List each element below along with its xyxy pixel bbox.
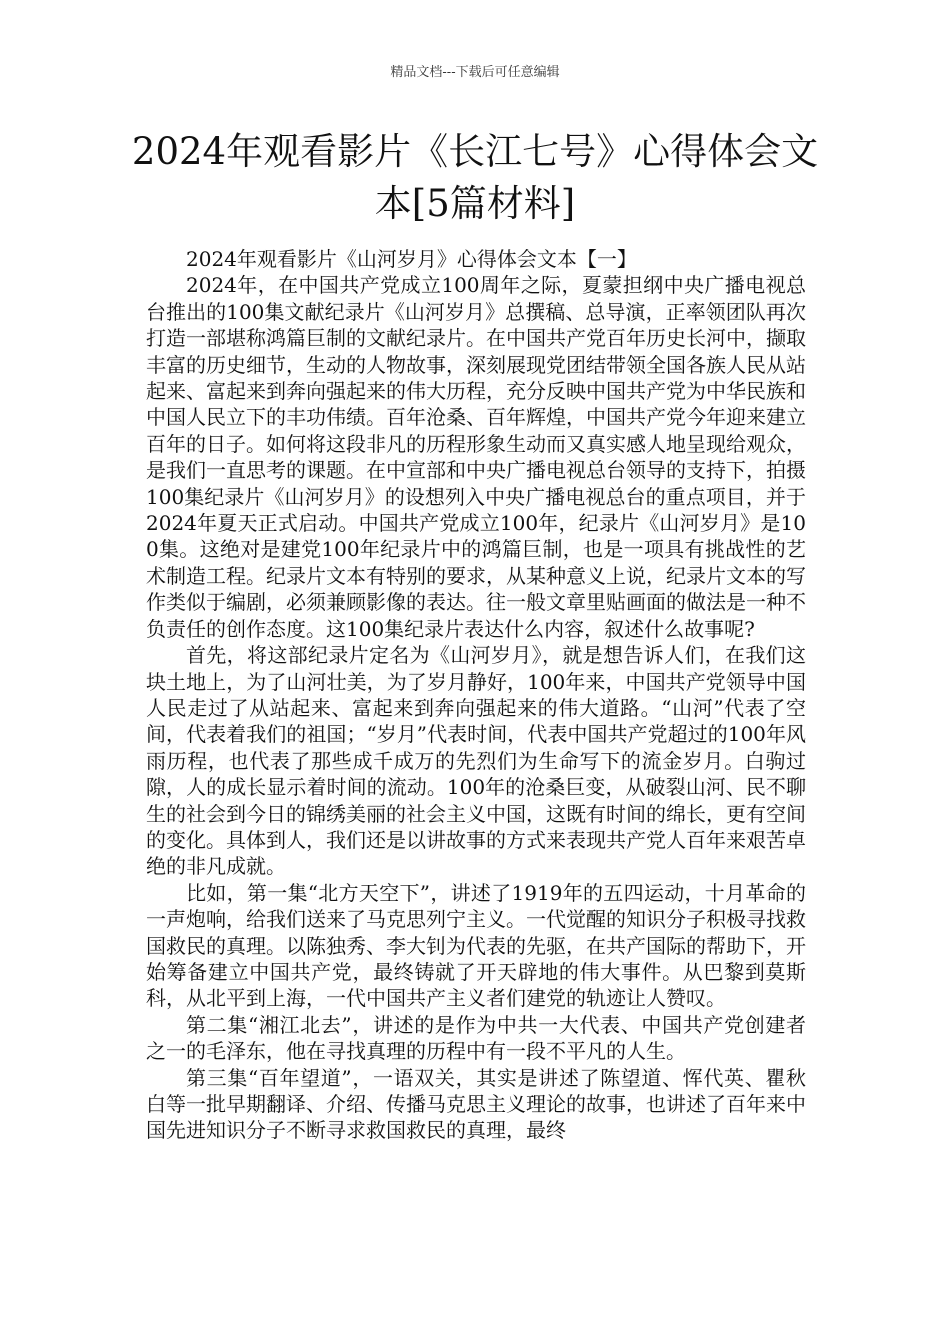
section-heading: 2024年观看影片《山河岁月》心得体会文本【一】	[186, 247, 637, 271]
body-paragraph: 2024年，在中国共产党成立100周年之际，夏蒙担纲中央广播电视总台推出的100集文献纪录片《山河岁月》总撰稿、总导演，正率领团队再次打造一部堪称鸿篇巨制的文献纪录片。在中国共产党百年历史长河中，撷取丰富的历史细节，生动的人物故事，深刻展现党团结带领全国各族人民从站起来、富起来到奔向强起来的伟大历程，充分反映中国共产党为中华民族和中国人民立下的丰功伟绩。百年沧桑、百年辉煌，中国共产党今年迎来建立百年的日子。如何将这段非凡的历程形象生动而又真实感人地呈现给观众，是我们一直思考的课题。在中宣部和中央广播电视总台领导的支持下，拍摄100集纪录片《山河岁月》的设想列入中央广播电视总台的重点项目，并于2024年夏天正式启动。中国共产党成立100年，纪录片《山河岁月》是100集。这绝对是建党100年纪录片中的鸿篇巨制，也是一项具有挑战性的艺术制造工程。纪录片文本有特别的要求，从某种意义上说，纪录片文本的写作类似于编剧，必须兼顾影像的表达。往一般文章里贴画面的做法是一种不负责任的创作态度。这100集纪录片表达什么内容，叙述什么故事呢?	[146, 273, 806, 641]
document-body	[146, 246, 806, 1144]
body-paragraph: 比如，第一集“北方天空下”，讲述了1919年的五四运动，十月革命的一声炮响，给我们送来了马克思列宁主义。一代觉醒的知识分子积极寻找救国救民的真理。以陈独秀、李大钊为代表的先驱，在共产国际的帮助下，开始筹备建立中国共产党，最终铸就了开天辟地的伟大事件。从巴黎到莫斯科，从北平到上海，一代中国共产主义者们建党的轨迹让人赞叹。	[146, 880, 806, 1011]
page-header-note: 精品文档---下载后可任意编辑	[390, 65, 560, 80]
body-paragraph: 第三集“百年望道”，一语双关，其实是讲述了陈望道、恽代英、瞿秋白等一批早期翻译、介绍、传播马克思主义理论的故事，也讲述了百年来中国先进知识分子不断寻求救国救民的真理，最终	[146, 1065, 806, 1143]
body-paragraph: 第二集“湘江北去”，讲述的是作为中共一大代表、中国共产党创建者之一的毛泽东，他在寻找真理的历程中有一段不平凡的人生。	[146, 1012, 806, 1064]
body-paragraph: 首先，将这部纪录片定名为《山河岁月》，就是想告诉人们，在我们这块土地上，为了山河壮美，为了岁月静好，100年来，中国共产党领导中国人民走过了从站起来、富起来到奔向强起来的伟大道路。“山河”代表了空间，代表着我们的祖国；“岁月”代表时间，代表中国共产党超过的100年风雨历程，也代表了那些成千成万的先烈们为生命写下的流金岁月。白驹过隙，人的成长显示着时间的流动。100年的沧桑巨变，从破裂山河、民不聊生的社会到今日的锦绣美丽的社会主义中国，这既有时间的绵长，更有空间的变化。具体到人，我们还是以讲故事的方式来表现共产党人百年来艰苦卓绝的非凡成就。	[146, 643, 806, 879]
document-title: 2024年观看影片《长江七号》心得体会文本[5篇材料]	[131, 130, 819, 225]
